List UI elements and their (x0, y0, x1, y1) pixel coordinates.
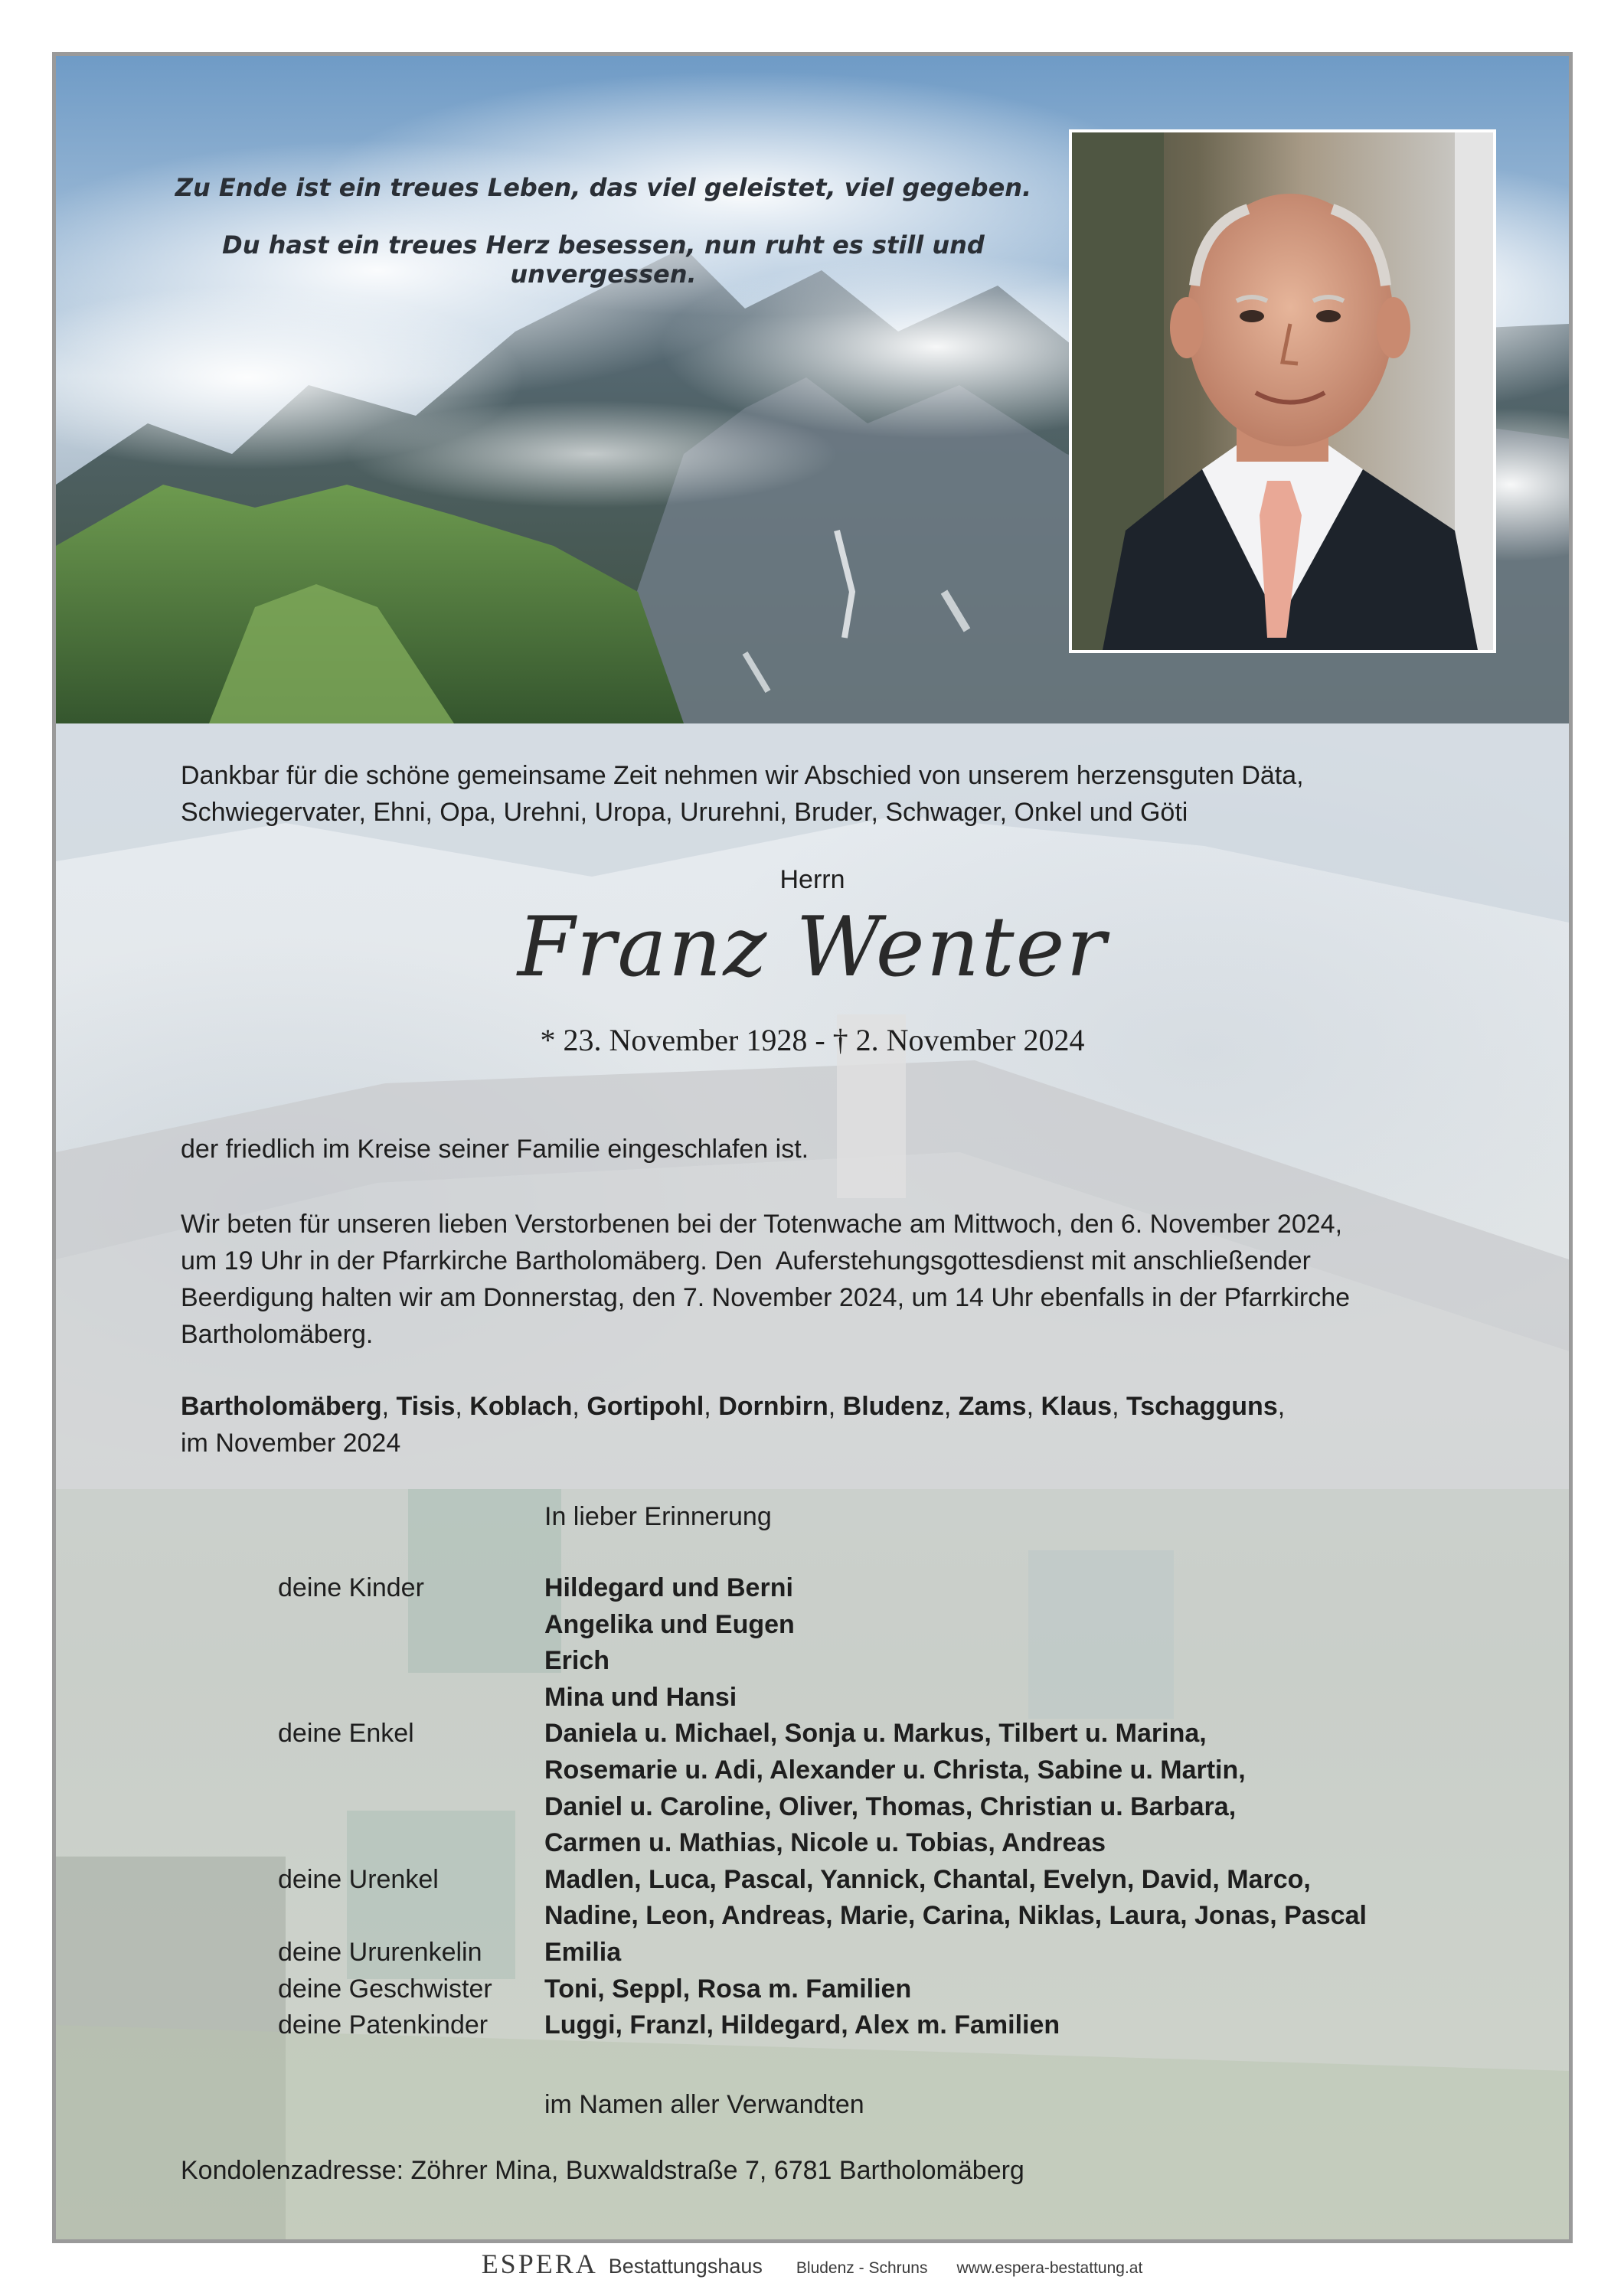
family-relation: deine Geschwister (278, 1974, 492, 2004)
family-names (544, 1971, 911, 2008)
family-name-line: Luggi, Franzl, Hildegard, Alex m. Familien (544, 2010, 1060, 2040)
family-relation: deine Kinder (278, 1573, 424, 1602)
places-block (181, 1388, 1285, 1462)
family-relation: deine Urenkel (278, 1864, 439, 1894)
family-name-line: Daniel u. Caroline, Oliver, Thomas, Christian u. Barbara, (544, 1791, 1237, 1821)
family-name-line: Carmen u. Mathias, Nicole u. Tobias, Andreas (544, 1828, 1106, 1858)
family-row-great-grandchildren (278, 1862, 1367, 1935)
family-name-line: Toni, Seppl, Rosa m. Familien (544, 1974, 912, 2004)
family-row-siblings (278, 1971, 1367, 2008)
family-relation: deine Patenkinder (278, 2010, 489, 2040)
peace-text: der friedlich im Kreise seiner Familie eingeschlafen ist. (181, 1135, 809, 1164)
brand-subtitle: Bestattungshaus (608, 2255, 763, 2278)
family-name-line: Erich (544, 1646, 610, 1676)
place-item: Klaus (1041, 1392, 1113, 1421)
intro-line-2: Schwiegervater, Ehni, Opa, Urehni, Uropa, Ururehni, Bruder, Schwager, Onkel und Göti (181, 798, 1188, 827)
footer (0, 2248, 1624, 2286)
on-behalf-text: im Namen aller Verwandten (544, 2090, 864, 2119)
verse-line-1: Zu Ende ist ein treues Leben, das viel geleistet, viel gegeben. (175, 173, 1032, 202)
service-line-3: Beerdigung halten wir am Donnerstag, den 7. November 2024, um 14 Uhr ebenfalls in der Pfarrkirche (181, 1283, 1351, 1312)
service-line-1: Wir beten für unseren lieben Verstorbenen bei der Totenwache am Mittwoch, den 6. November 2024, (181, 1210, 1343, 1239)
place-item: Bludenz (842, 1392, 944, 1421)
family-names (544, 1935, 621, 1971)
service-text (181, 1206, 1350, 1353)
family-list (278, 1570, 1367, 2044)
place-item: Gortipohl (587, 1392, 704, 1421)
place-item: Bartholomäberg (181, 1392, 382, 1421)
place-item: Dornbirn (718, 1392, 828, 1421)
obituary-frame (52, 52, 1573, 2243)
family-names (544, 1862, 1367, 1935)
family-name-line: Nadine, Leon, Andreas, Marie, Carina, Niklas, Laura, Jonas, Pascal (544, 1901, 1367, 1931)
family-row-children (278, 1570, 1367, 1716)
verse-line-2: Du hast ein treues Herz besessen, nun ruht es still und unvergessen. (222, 230, 985, 289)
place-item: Zams (958, 1392, 1027, 1421)
brand-logo: ESPERA (481, 2249, 598, 2279)
brand-locations: Bludenz - Schruns (796, 2259, 928, 2277)
intro-text (181, 757, 1304, 831)
family-relation: deine Enkel (278, 1719, 414, 1749)
family-row-grandchildren (278, 1716, 1367, 1861)
family-relation: deine Ururenkelin (278, 1937, 482, 1967)
service-line-4: Bartholomäberg. (181, 1320, 374, 1349)
family-names (544, 2007, 1060, 2044)
family-name-line: Madlen, Luca, Pascal, Yannick, Chantal, Evelyn, David, Marco, (544, 1864, 1311, 1894)
family-row-great-great-grandchild (278, 1935, 1367, 1971)
family-row-godchildren (278, 2007, 1367, 2044)
portrait-photo (1069, 129, 1496, 653)
service-line-2: um 19 Uhr in der Pfarrkirche Bartholomäberg. Den Auferstehungsgottesdienst mit anschließender (181, 1246, 1311, 1275)
family-name-line: Angelika und Eugen (544, 1609, 795, 1639)
intro-line-1: Dankbar für die schöne gemeinsame Zeit nehmen wir Abschied von unserem herzensguten Däta, (181, 761, 1304, 790)
family-name-line: Daniela u. Michael, Sonja u. Markus, Tilbert u. Marina, (544, 1719, 1207, 1749)
places-date: im November 2024 (181, 1429, 401, 1458)
places-list: Bartholomäberg, Tisis, Koblach, Gortipohl, Dornbirn, Bludenz, Zams, Klaus, Tschagguns, (181, 1392, 1286, 1421)
place-item: Tschagguns (1126, 1392, 1278, 1421)
portrait-illustration (1072, 132, 1493, 650)
family-name-line: Mina und Hansi (544, 1682, 737, 1712)
place-item: Koblach (469, 1392, 573, 1421)
family-name-line: Emilia (544, 1937, 622, 1967)
condolence-address: Kondolenzadresse: Zöhrer Mina, Buxwaldstraße 7, 6781 Bartholomäberg (181, 2156, 1024, 2185)
life-dates: * 23. November 1928 - † 2. November 2024 (540, 1023, 1085, 1057)
family-names (544, 1716, 1246, 1861)
place-item: Tisis (396, 1392, 456, 1421)
salutation: Herrn (779, 865, 845, 894)
deceased-name: Franz Wenter (517, 900, 1108, 995)
family-name-line: Hildegard und Berni (544, 1573, 793, 1602)
family-name-line: Rosemarie u. Adi, Alexander u. Christa, Sabine u. Martin, (544, 1755, 1246, 1785)
family-names (544, 1570, 795, 1716)
brand-website-link[interactable]: www.espera-bestattung.at (956, 2259, 1143, 2277)
remembrance-heading: In lieber Erinnerung (544, 1502, 772, 1531)
